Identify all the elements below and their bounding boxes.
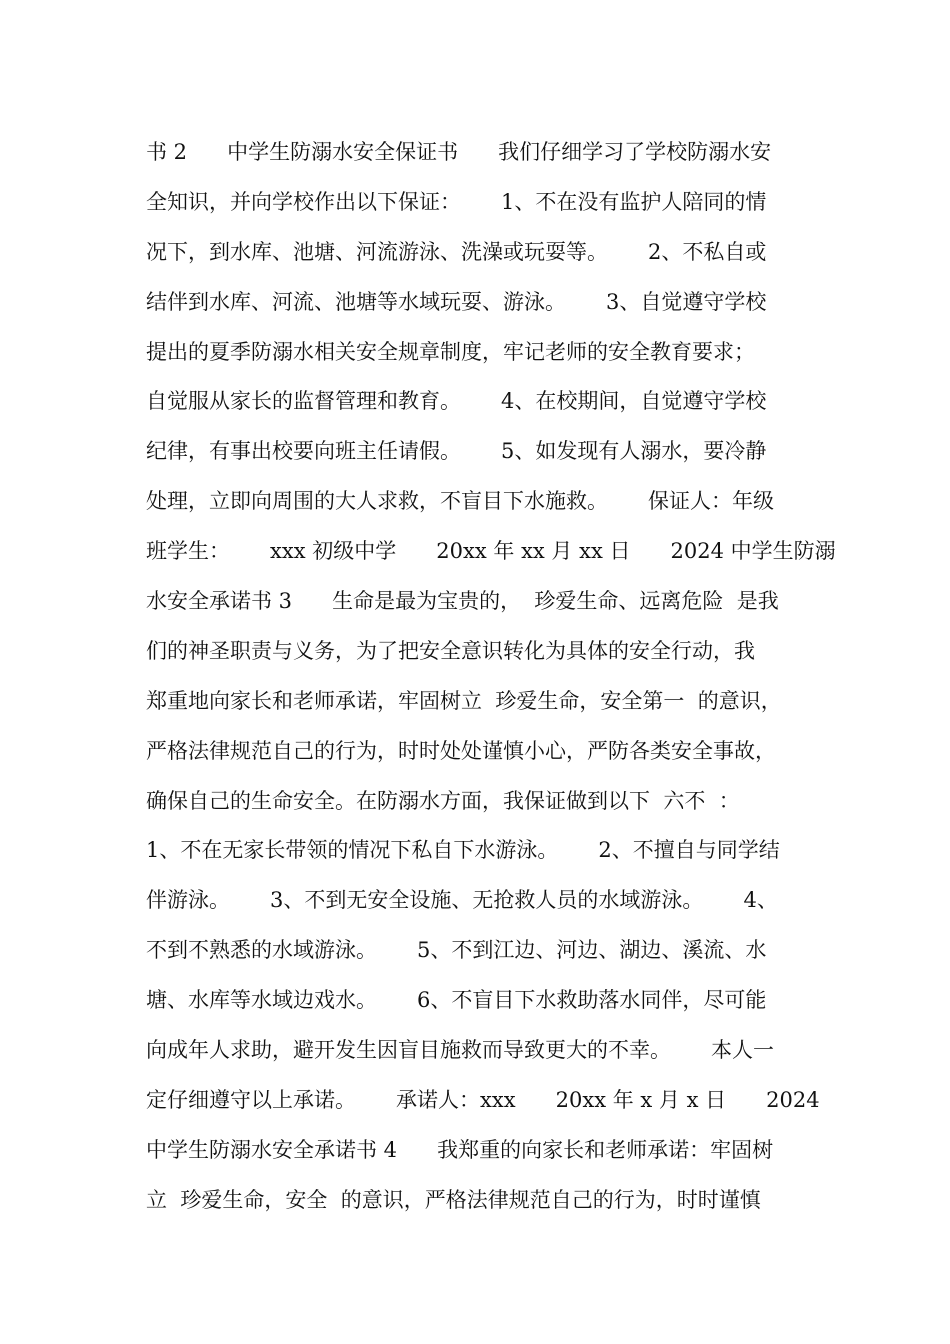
text-line: 全知识，并向学校作出以下保证： 1、不在没有监护人陪同的情 (146, 189, 767, 214)
text-line: 水安全承诺书 3 生命是最为宝贵的， 珍爱生命、远离危险 是我 (146, 589, 779, 614)
document-body (146, 128, 836, 1226)
text-line: 立 珍爱生命，安全 的意识，严格法律规范自己的行为，时时谨慎 (146, 1187, 761, 1212)
text-line: 严格法律规范自己的行为，时时处处谨慎小心，严防各类安全事故， (146, 738, 776, 763)
text-line: 况下，到水库、池塘、河流游泳、洗澡或玩耍等。 2、不私自或 (146, 239, 767, 264)
text-line: 不到不熟悉的水域游泳。 5、不到江边、河边、湖边、溪流、水 (146, 938, 767, 963)
text-line: 向成年人求助，避开发生因盲目施救而导致更大的不幸。 本人一 (146, 1038, 775, 1063)
text-line: 纪律，有事出校要向班主任请假。 5、如发现有人溺水，要冷静 (146, 439, 767, 464)
text-line: 们的神圣职责与义务，为了把安全意识转化为具体的安全行动，我 (146, 638, 755, 663)
text-line: 班学生： xxx 初级中学 20xx 年 xx 月 xx 日 2024 中学生防溺 (146, 539, 836, 564)
text-line: 伴游泳。 3、不到无安全设施、无抢救人员的水域游泳。 4、 (146, 888, 778, 913)
text-line: 自觉服从家长的监督管理和教育。 4、在校期间，自觉遵守学校 (146, 389, 767, 414)
text-line: 郑重地向家长和老师承诺，牢固树立 珍爱生命，安全第一 的意识， (146, 688, 782, 713)
text-line: 提出的夏季防溺水相关安全规章制度，牢记老师的安全教育要求； (146, 339, 755, 364)
text-line: 确保自己的生命安全。在防溺水方面，我保证做到以下 六不 ： (146, 788, 740, 813)
text-line: 塘、水库等水域边戏水。 6、不盲目下水救助落水同伴，尽可能 (146, 988, 767, 1013)
text-line: 1、不在无家长带领的情况下私自下水游泳。 2、不擅自与同学结 (146, 838, 780, 863)
text-line: 处理，立即向周围的大人求救，不盲目下水施救。 保证人：年级 (146, 489, 775, 514)
text-line: 书 2 中学生防溺水安全保证书 我们仔细学习了学校防溺水安 (146, 140, 772, 164)
text-line: 定仔细遵守以上承诺。 承诺人：xxx 20xx 年 x 月 x 日 2024 (146, 1087, 820, 1112)
text-line: 中学生防溺水安全承诺书 4 我郑重的向家长和老师承诺：牢固树 (146, 1137, 774, 1162)
text-line: 结伴到水库、河流、池塘等水域玩耍、游泳。 3、自觉遵守学校 (146, 289, 767, 314)
